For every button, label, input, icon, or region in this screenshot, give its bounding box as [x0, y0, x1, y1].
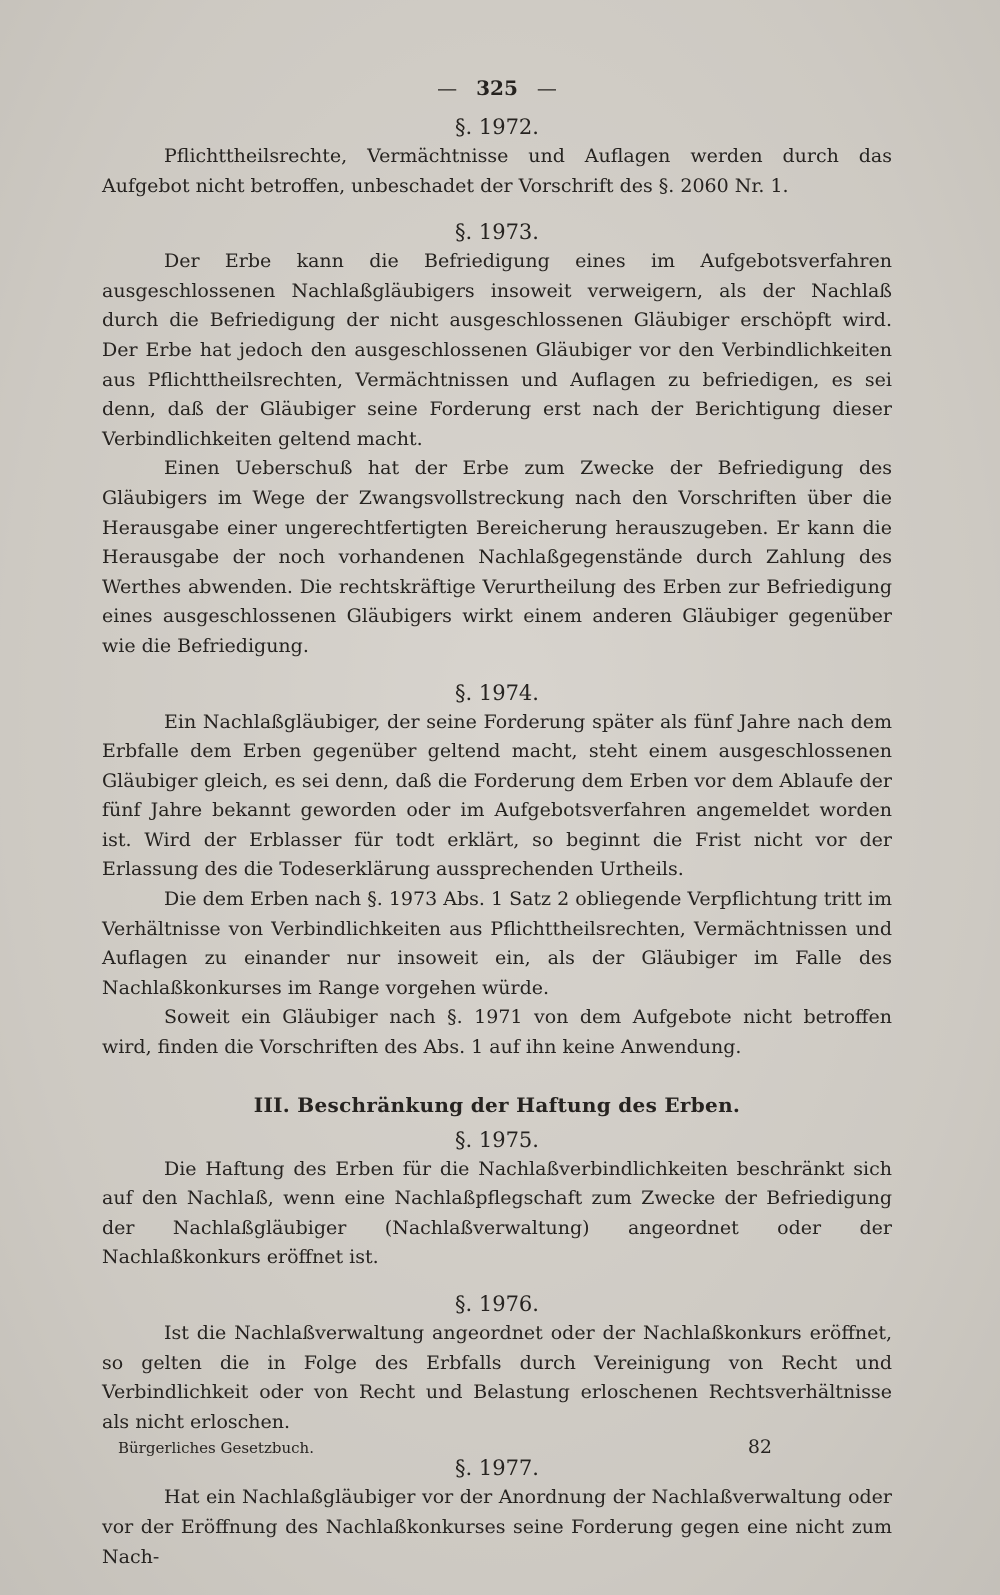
section-title-1972: §. 1972.: [455, 115, 539, 139]
chapter-heading-III: III. Beschränkung der Haftung des Erben.: [253, 1092, 741, 1117]
section-title-1977: §. 1977.: [455, 1456, 539, 1481]
section-title-1974: §. 1974.: [455, 680, 539, 705]
paragraph: Ein Nachlaßgläubiger, der seine Forderung später als fünf Jahre nach dem Erbfalle dem Erben gegenüber geltend macht, steht einem ausgeschlossenen Gläubiger gleich, es sei denn, daß die Forderung dem Erben vor dem Ablaufe der fünf Jahre bekannt geworden oder im Aufgebotsverfahren angemeldet worden ist. Wird der Erblasser für todt erklärt, so beginnt die Frist nicht vor der Erlassung des die Todeserklärung aussprechenden Urtheils.: [102, 710, 892, 881]
paragraph: Einen Ueberschuß hat der Erbe zum Zwecke der Befriedigung des Gläubigers im Wege der Zwangsvollstreckung nach den Vorschriften über die Herausgabe einer ungerechtfertigten Bereicherung herauszugeben. Er kann die Herausgabe der noch vorhandenen Nachlaßgegenstände durch Zahlung des Werthes abwenden. Die rechtskräftige Verurtheilung des Erben zur Befriedigung eines ausgeschlossenen Gläubigers wirkt einem anderen Gläubiger gegenüber wie die Befriedigung.: [102, 457, 892, 657]
header-dash-right: —: [536, 76, 557, 100]
paragraph: Soweit ein Gläubiger nach §. 1971 von dem Aufgebote nicht betroffen wird, finden die Vorschriften des Abs. 1 auf ihn keine Anwendung.: [102, 1006, 892, 1059]
signature-number: 82: [747, 1436, 772, 1458]
section-title-1976: §. 1976.: [455, 1292, 539, 1316]
section-title-1975: §. 1975.: [455, 1127, 539, 1152]
page-number: 325: [476, 76, 518, 100]
paragraph: Die Haftung des Erben für die Nachlaßverbindlichkeiten beschränkt sich auf den Nachlaß, wenn eine Nachlaßpflegschaft zum Zwecke der Befriedigung der Nachlaßgläubiger (Nachlaßverwaltung) angeordnet oder der Nachlaßkonkurs eröffnet ist.: [102, 1157, 892, 1269]
page-footer: [118, 1436, 892, 1458]
page-header: [102, 68, 892, 108]
page-text-block: [102, 68, 892, 1572]
paragraph: Pflichttheilsrechte, Vermächtnisse und Auflagen werden durch das Aufgebot nicht betroffen, unbeschadet der Vorschrift des §. 2060 Nr. 1.: [102, 145, 892, 197]
paragraph: Der Erbe kann die Befriedigung eines im Aufgebotsverfahren ausgeschlossenen Nachlaßgläubigers insoweit verweigern, als der Nachlaß durch die Befriedigung der nicht ausgeschlossenen Gläubiger erschöpft wird. Der Erbe hat jedoch den ausgeschlossenen Gläubiger vor den Verbindlichkeiten aus Pflichttheilsrechten, Vermächtnissen und Auflagen zu befriedigen, es sei denn, daß der Gläubiger seine Forderung erst nach der Berichtigung dieser Verbindlichkeiten geltend macht.: [102, 250, 892, 450]
section-title-1973: §. 1973.: [455, 220, 539, 245]
paragraph: Ist die Nachlaßverwaltung angeordnet oder der Nachlaßkonkurs eröffnet, so gelten die in Folge des Erbfalls durch Vereinigung von Recht und Verbindlichkeit oder von Recht und Belastung erloschenen Rechtsverhältnisse als nicht erloschen.: [102, 1322, 892, 1433]
paragraph: Die dem Erben nach §. 1973 Abs. 1 Satz 2 obliegende Verpflichtung tritt im Verhältnisse von Verbindlichkeiten aus Pflichttheilsrechten, Vermächtnissen und Auflagen zu einander nur insoweit ein, als der Gläubiger im Falle des Nachlaßkonkurses im Range vorgehen würde.: [102, 888, 892, 999]
header-dash-left: —: [437, 76, 458, 100]
footer-book-title: Bürgerliches Gesetzbuch.: [118, 1439, 314, 1457]
paragraph: Hat ein Nachlaßgläubiger vor der Anordnung der Nachlaßverwaltung oder vor der Eröffnung des Nachlaßkonkurses seine Forderung gegen eine nicht zum Nach-: [102, 1486, 892, 1568]
